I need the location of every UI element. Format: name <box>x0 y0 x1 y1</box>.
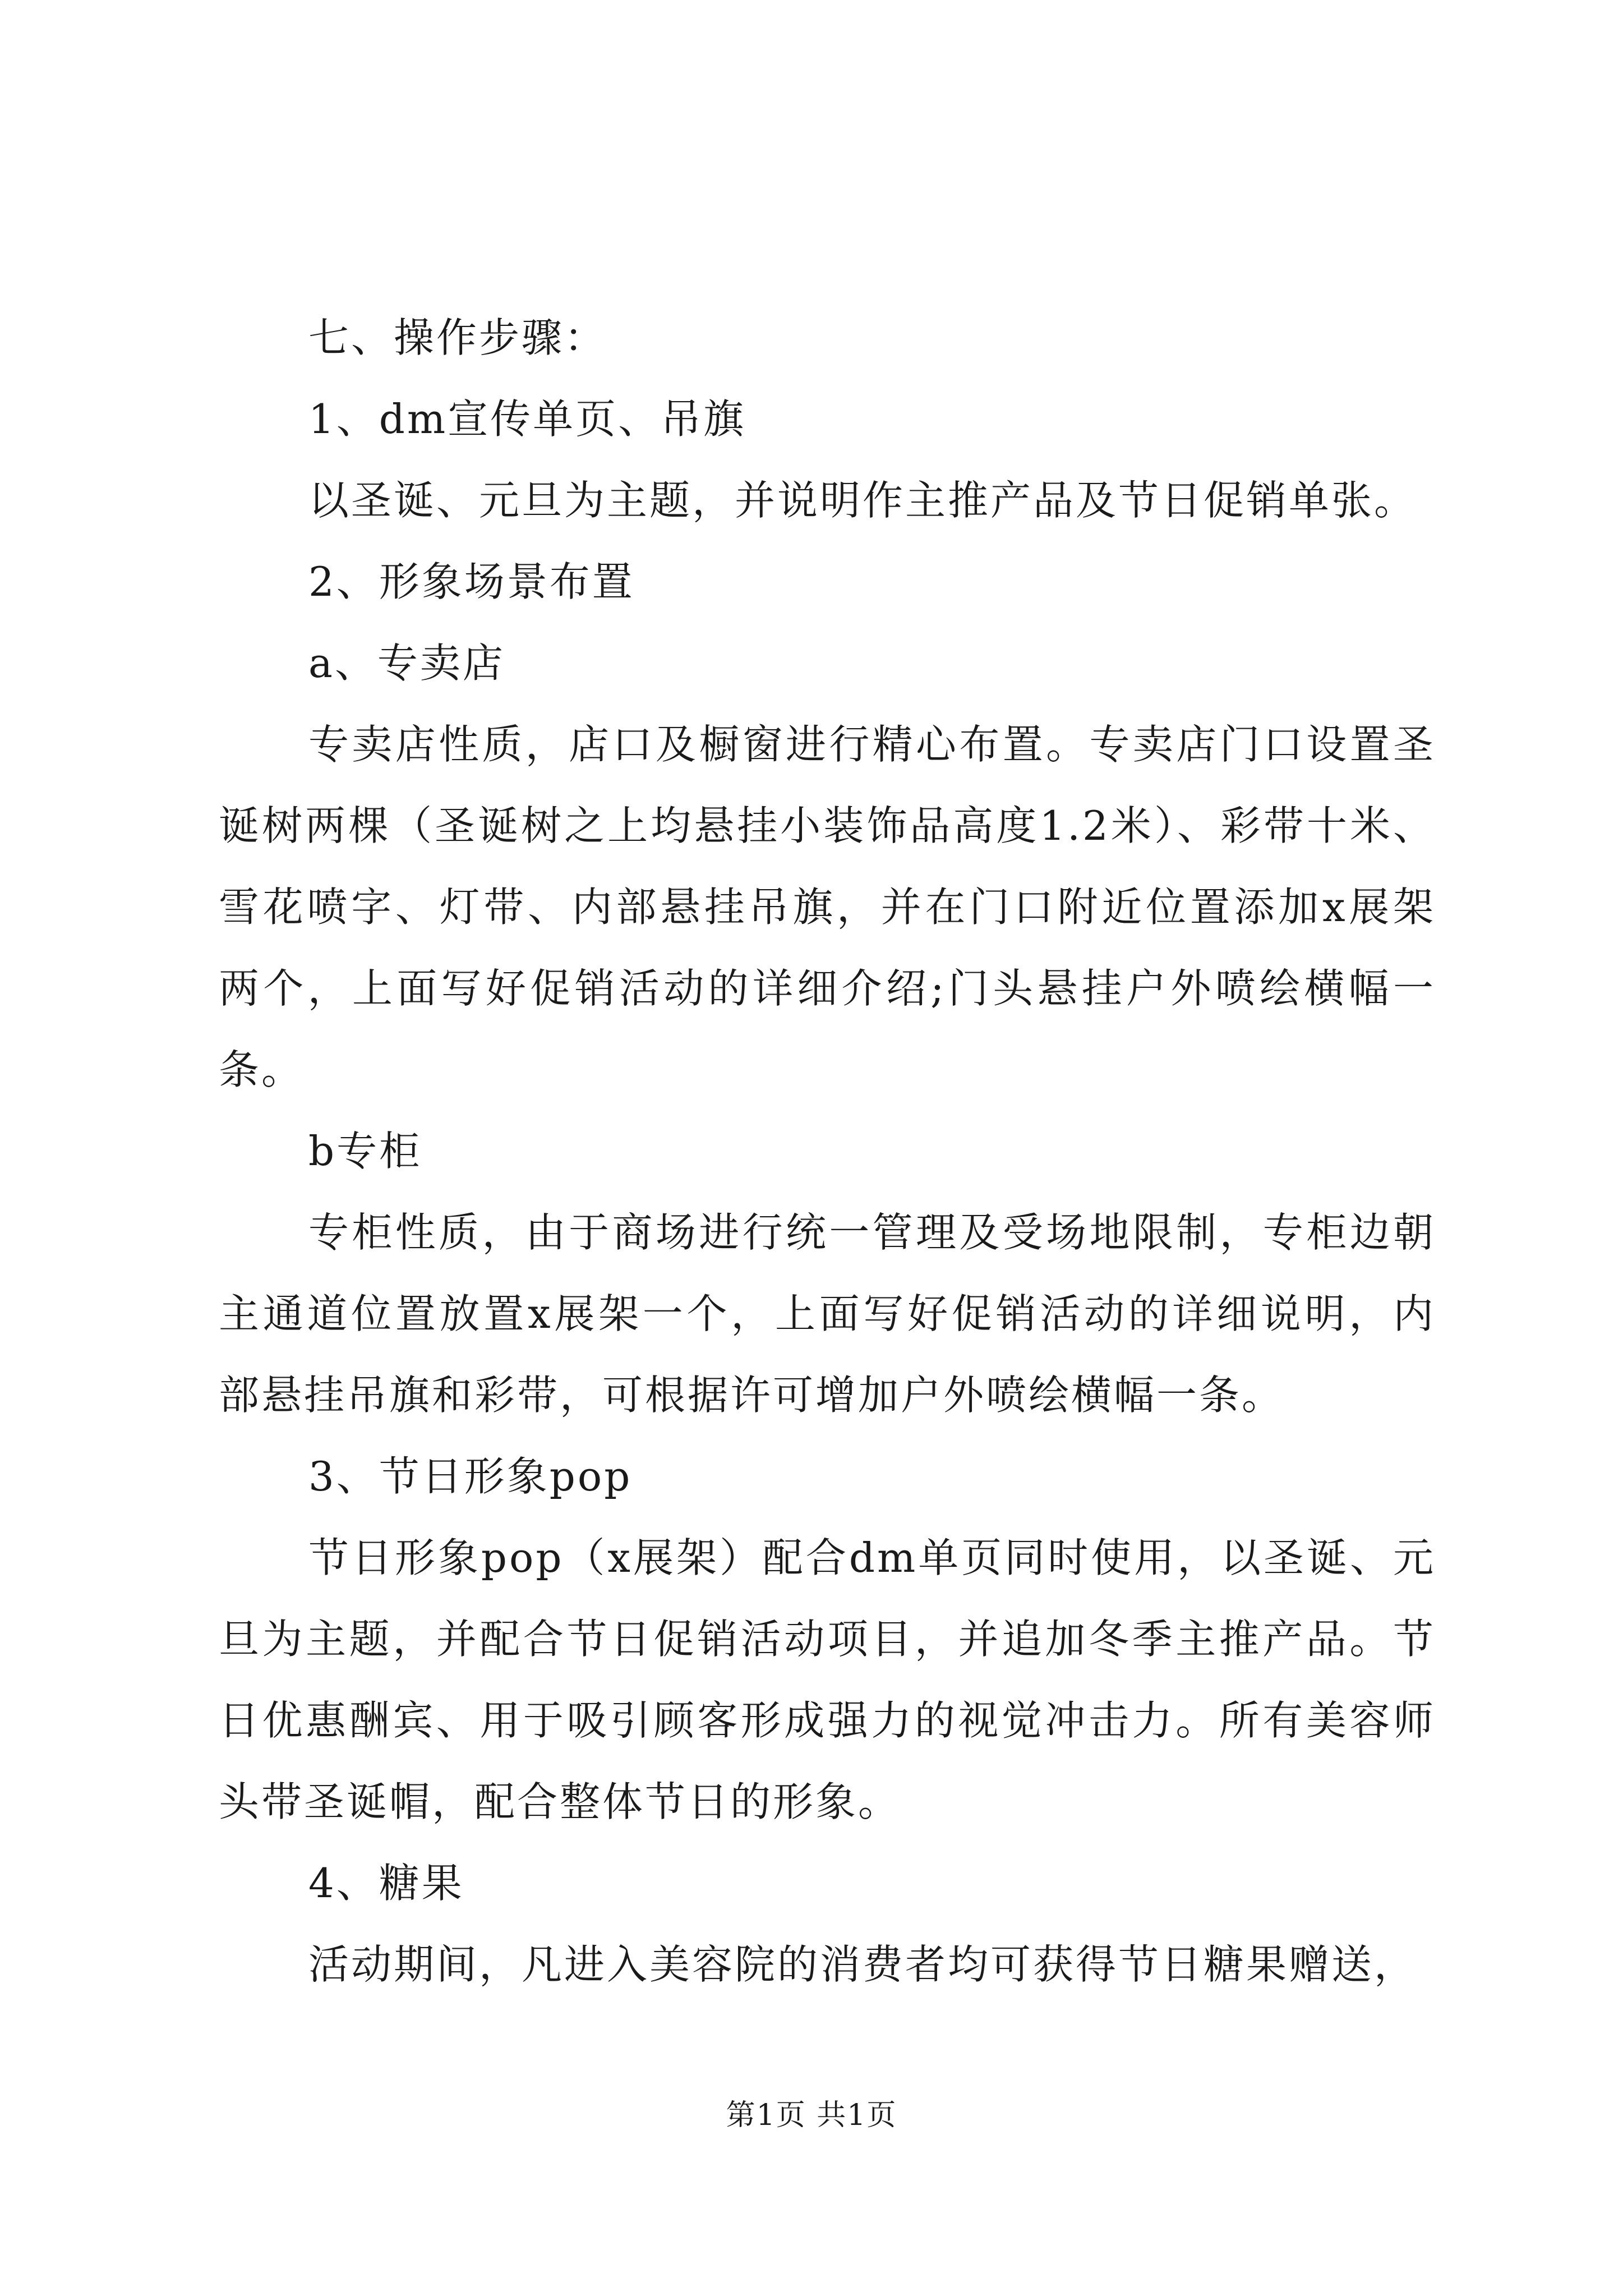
item-scene-layout: 2、形象场景布置 <box>308 558 635 605</box>
heading-operation-steps: 七、操作步骤： <box>308 314 607 361</box>
paragraph-dm-theme: 以圣诞、元旦为主题，并说明作主推产品及节日促销单张。 <box>308 477 1417 524</box>
item-dm-flyer: 1、dm宣传单页、吊旗 <box>308 395 746 443</box>
paragraph-candy-details: 活动期间，凡进入美容院的消费者均可获得节日糖果赠送， <box>308 1941 1417 1988</box>
paragraph-pop-details: 节日形象pop（x展架）配合dm单页同时使用，以圣诞、元旦为主题，并配合节日促销活动项目，并追加冬季主推产品。节日优惠酬宾、用于吸引顾客形成强力的视觉冲击力。所有美容师头带圣诞帽，配合整体节日的形象。 <box>219 1534 1436 1825</box>
item-candy: 4、糖果 <box>308 1860 464 1907</box>
subitem-store: a、专卖店 <box>308 639 505 687</box>
item-holiday-pop: 3、节日形象pop <box>308 1453 633 1500</box>
document-body <box>219 297 1436 2005</box>
paragraph-counter-details: 专柜性质，由于商场进行统一管理及受场地限制，专柜边朝主通道位置放置x展架一个，上面写好促销活动的详细说明，内部悬挂吊旗和彩带，可根据许可增加户外喷绘横幅一条。 <box>219 1209 1436 1419</box>
page-footer: 第1页 共1页 <box>726 2099 897 2132</box>
paragraph-store-details: 专卖店性质，店口及橱窗进行精心布置。专卖店门口设置圣诞树两棵（圣诞树之上均悬挂小装饰品高度1.2米）、彩带十米、雪花喷字、灯带、内部悬挂吊旗，并在门口附近位置添加x展架两个，上面写好促销活动的详细介绍;门头悬挂户外喷绘横幅一条。 <box>219 721 1436 1093</box>
subitem-counter: b专柜 <box>308 1128 422 1175</box>
